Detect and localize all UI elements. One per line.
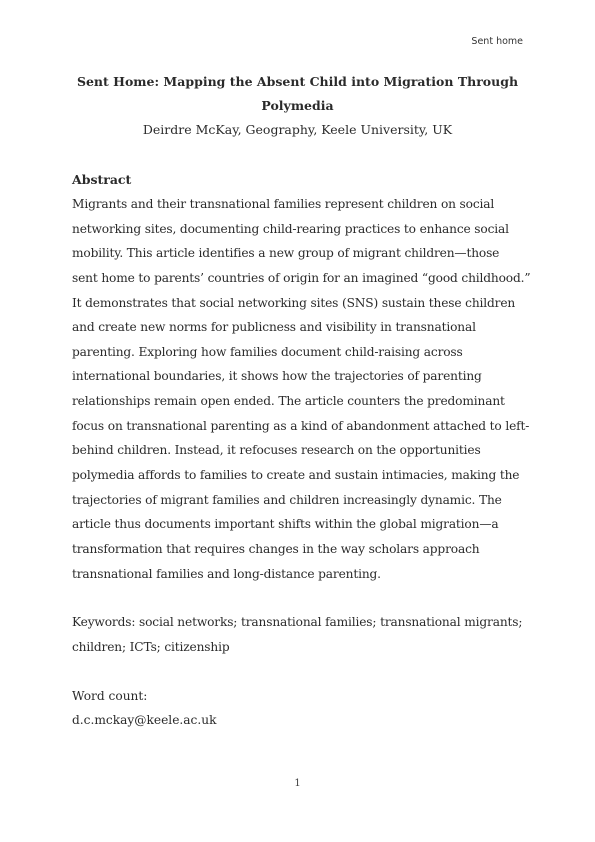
abstract-line: relationships remain open ended. The article counters the predominant	[72, 394, 505, 409]
abstract-line: mobility. This article identifies a new group of migrant children—those	[72, 246, 500, 261]
keywords	[72, 610, 523, 659]
abstract-line: sent home to parents’ countries of origin for an imagined “good childhood.”	[72, 270, 531, 285]
abstract-line: behind children. Instead, it refocuses research on the opportunities	[72, 443, 481, 458]
title-line: Polymedia	[261, 98, 334, 113]
abstract-line: trajectories of migrant families and children increasingly dynamic. The	[72, 492, 502, 507]
abstract-line: article thus documents important shifts within the global migration—a	[72, 517, 499, 532]
abstract-line: transformation that requires changes in the way scholars approach	[72, 541, 480, 556]
abstract-heading: Abstract	[72, 172, 132, 187]
title-line: Sent Home: Mapping the Absent Child into Migration Through	[76, 74, 519, 89]
paper-title	[72, 70, 523, 118]
running-head: Sent home	[471, 36, 523, 47]
abstract-line: and create new norms for publicness and visibility in transnational	[72, 320, 476, 335]
abstract-line: It demonstrates that social networking sites (SNS) sustain these children	[72, 295, 516, 310]
abstract-line: focus on transnational parenting as a kind of abandonment attached to left-	[72, 418, 530, 433]
keywords-line: Keywords: social networks; transnational families; transnational migrants;	[72, 615, 523, 629]
abstract-line: international boundaries, it shows how the trajectories of parenting	[72, 369, 482, 384]
abstract-line: transnational families and long-distance parenting.	[72, 566, 381, 581]
abstract-line: networking sites, documenting child-rearing practices to enhance social	[72, 221, 509, 236]
abstract-body	[72, 192, 531, 586]
abstract-line: Migrants and their transnational families represent children on social	[72, 197, 495, 211]
abstract-line: parenting. Exploring how families document child-raising across	[72, 344, 463, 359]
keywords-line: children; ICTs; citizenship	[72, 639, 230, 654]
abstract-line: polymedia affords to families to create and sustain intimacies, making the	[72, 468, 520, 483]
author-email: d.c.mckay@keele.ac.uk	[72, 713, 217, 727]
page-number: 1	[294, 778, 301, 789]
word-count-label: Word count:	[72, 689, 148, 703]
author-affiliation: Deirdre McKay, Geography, Keele University, UK	[142, 122, 453, 137]
